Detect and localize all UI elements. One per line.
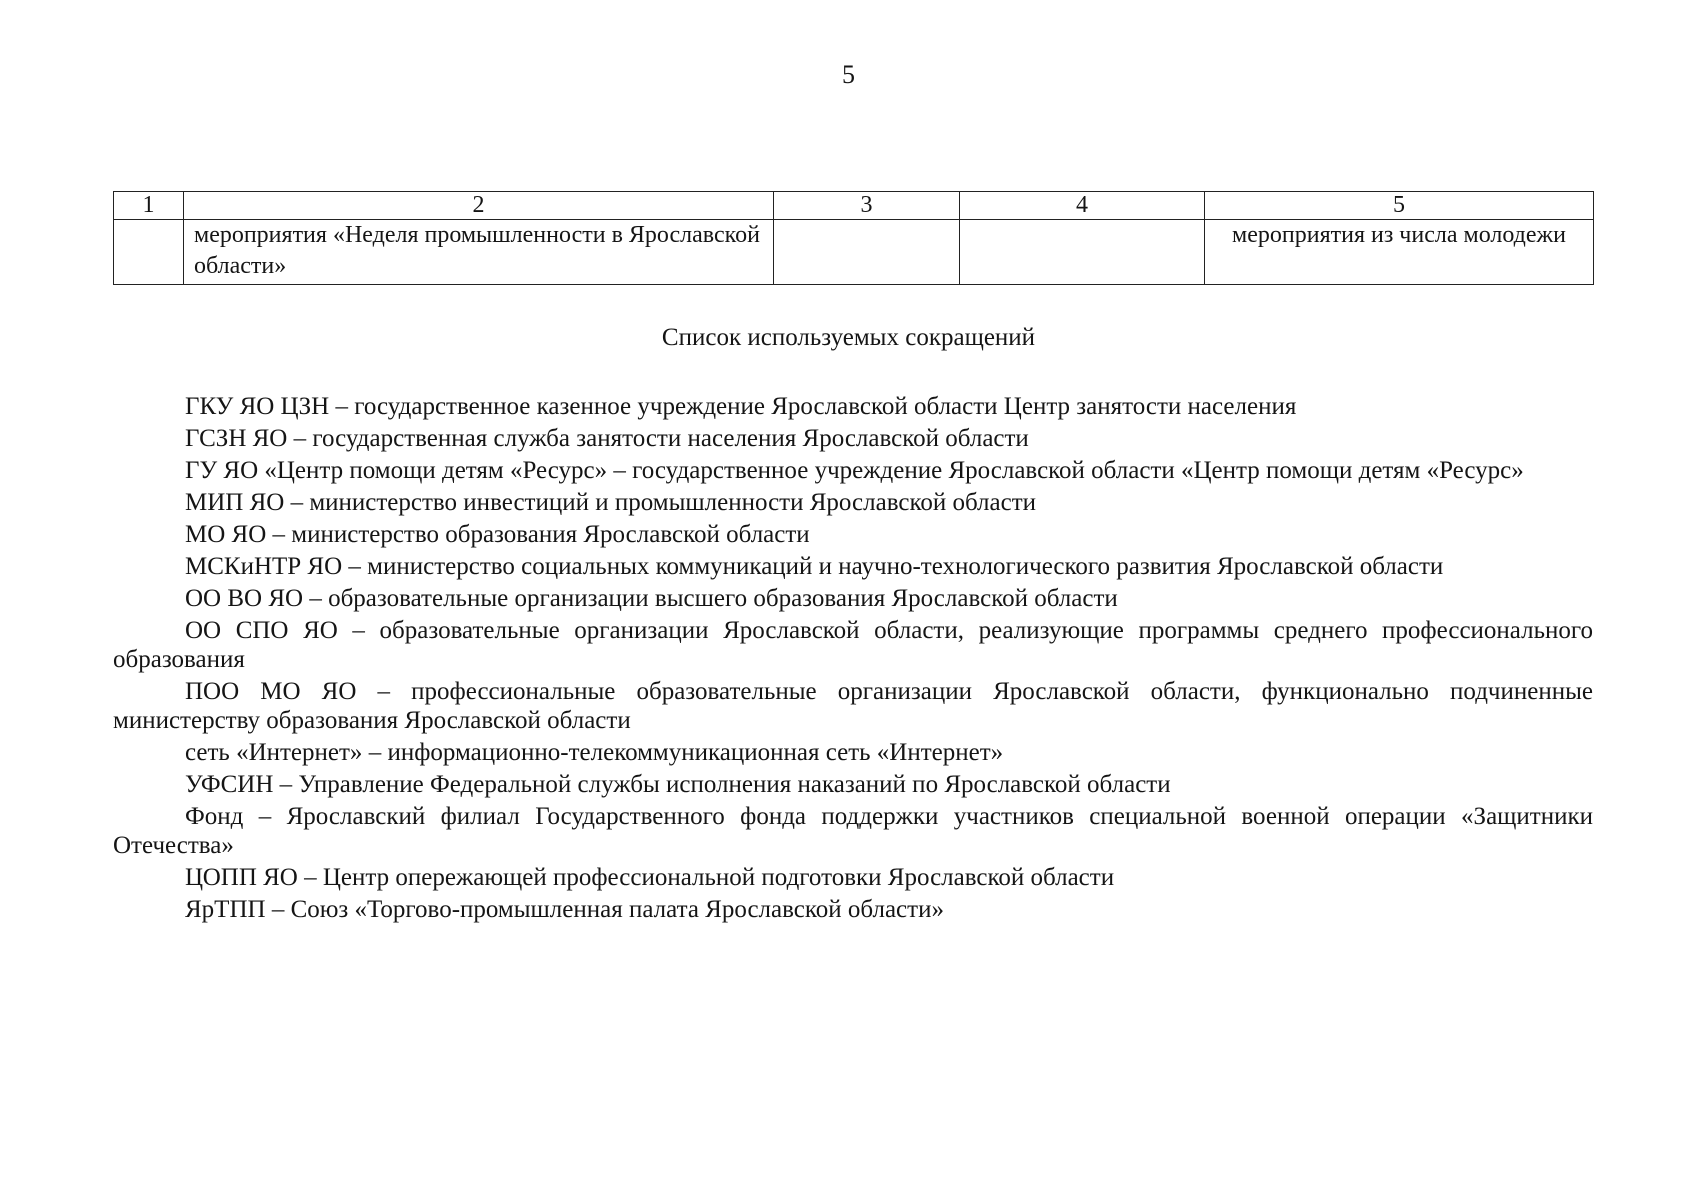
abbreviation: ГКУ ЯО ЦЗН (185, 393, 330, 420)
continuation-table (113, 191, 1594, 285)
table-row (114, 220, 1594, 285)
table-cell: мероприятия из числа молодежи (1205, 220, 1594, 285)
abbreviation-description: Ярославский филиал Государственного фонда поддержки участников специальной военной операции «Защитники Отечества» (113, 803, 1594, 859)
abbreviation-description: министерство образования Ярославской области (291, 521, 810, 548)
abbreviation: ГСЗН ЯО (185, 425, 288, 452)
table-cell (114, 220, 184, 285)
abbreviation: ПОО МО ЯО (185, 678, 357, 705)
abbreviation: ЯрТПП (185, 896, 266, 923)
abbreviation: сеть «Интернет» (185, 739, 363, 766)
abbreviation-description: государственное учреждение Ярославской области «Центр помощи детям «Ресурс» (632, 457, 1524, 484)
abbreviation: МСКиНТР ЯО (185, 553, 343, 580)
abbreviation-description: министерство инвестиций и промышленности Ярославской области (309, 489, 1037, 516)
list-item (113, 520, 1593, 552)
separator: – (356, 678, 412, 705)
separator: – (329, 393, 355, 420)
abbreviation-description: образовательные организации высшего образования Ярославской области (328, 585, 1118, 612)
abbreviation-description: профессиональные образовательные организации Ярославской области, функционально подчиненные министерству образования Ярославской области (113, 678, 1593, 734)
list-item (113, 424, 1593, 456)
abbreviation: Фонд (185, 803, 244, 830)
list-item (113, 863, 1593, 895)
abbreviation: ЦОПП ЯО (185, 864, 298, 891)
abbreviation: МИП ЯО (185, 489, 285, 516)
column-number-5: 5 (1205, 192, 1594, 220)
abbreviation: ГУ ЯО «Центр помощи детям «Ресурс» (185, 457, 608, 484)
separator: – (342, 553, 368, 580)
page-number: 5 (842, 60, 855, 89)
table-cell (774, 220, 960, 285)
column-number-3: 3 (774, 192, 960, 220)
list-item (113, 392, 1593, 424)
separator: – (266, 521, 292, 548)
abbreviations-title: Список используемых сокращений (661, 324, 1036, 351)
column-number-4: 4 (960, 192, 1205, 220)
abbreviation-description: Управление Федеральной службы исполнения наказаний по Ярославской области (298, 771, 1171, 798)
separator: – (362, 739, 388, 766)
column-number-2: 2 (184, 192, 774, 220)
table-header-row (114, 192, 1594, 220)
list-item (113, 456, 1593, 488)
abbreviation: ОО ВО ЯО (185, 585, 304, 612)
list-item (113, 584, 1593, 616)
separator: – (265, 896, 291, 923)
list-item (113, 616, 1593, 677)
list-item (113, 677, 1593, 738)
separator: – (297, 864, 323, 891)
abbreviation-description: государственное казенное учреждение Ярославской области Центр занятости населения (354, 393, 1297, 420)
abbreviation-description: государственная служба занятости населения Ярославской области (312, 425, 1029, 452)
list-item (113, 895, 1593, 927)
separator: – (303, 585, 329, 612)
abbreviation-description: образовательные организации Ярославской области, реализующие программы среднего профессионального образования (113, 617, 1594, 673)
list-item (113, 802, 1593, 863)
abbreviations-list (113, 392, 1593, 927)
column-number-1: 1 (114, 192, 184, 220)
abbreviation: МО ЯО (185, 521, 267, 548)
list-item (113, 552, 1593, 584)
list-item (113, 488, 1593, 520)
separator: – (284, 489, 310, 516)
abbreviation-description: Союз «Торгово-промышленная палата Ярославской области» (290, 896, 944, 923)
separator: – (607, 457, 633, 484)
separator: – (287, 425, 313, 452)
separator: – (337, 617, 380, 644)
separator: – (243, 803, 287, 830)
abbreviation-description: Центр опережающей профессиональной подготовки Ярославской области (322, 864, 1115, 891)
abbreviation: УФСИН (185, 771, 274, 798)
abbreviation-description: информационно-телекоммуникационная сеть «Интернет» (387, 739, 1004, 766)
list-item (113, 770, 1593, 802)
table-cell (960, 220, 1205, 285)
abbreviation: ОО СПО ЯО (185, 617, 338, 644)
list-item (113, 738, 1593, 770)
table-cell: мероприятия «Неделя промышленности в Ярославской области» (184, 220, 774, 285)
abbreviation-description: министерство социальных коммуникаций и научно-технологического развития Ярославской области (367, 553, 1444, 580)
separator: – (273, 771, 299, 798)
